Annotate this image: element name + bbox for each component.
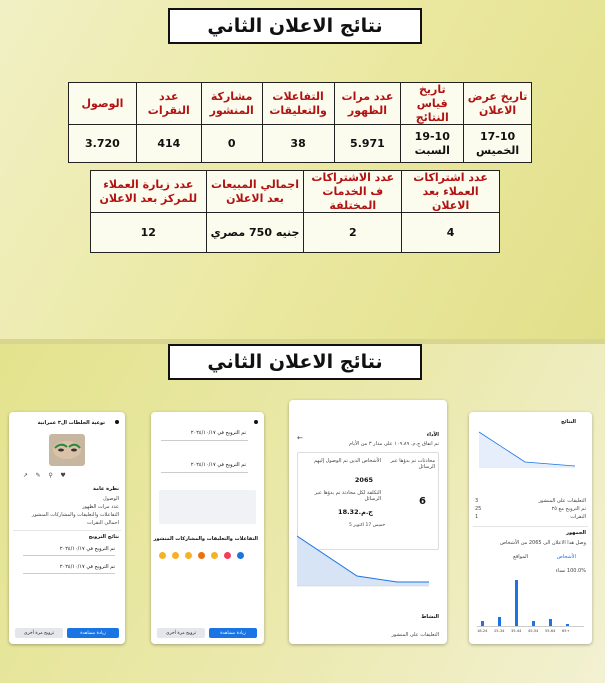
header-ad-date: تاريخ عرض الاعلان bbox=[464, 83, 532, 125]
slide-title-2: نتائج الاعلان الثاني bbox=[168, 344, 422, 380]
header-services: عدد الاشتراكات ف الخدمات المختلفة bbox=[304, 171, 402, 213]
interactions-heading: التفاعلات والتعليقات والمشاركات المنشور bbox=[153, 536, 258, 542]
like-reaction-icon bbox=[237, 552, 244, 559]
age-tick-label: 65+ bbox=[562, 629, 570, 633]
separator bbox=[473, 526, 588, 527]
info-box bbox=[159, 490, 256, 524]
value-shares: 0 bbox=[201, 125, 262, 163]
age-tick-label: 55-64 bbox=[545, 629, 556, 633]
value-messages: 6 bbox=[419, 496, 426, 507]
results-table-2 bbox=[90, 170, 500, 253]
row-impressions: عدد مرات الظهور bbox=[82, 504, 119, 510]
stat-clicks-value: 1 bbox=[475, 514, 479, 520]
age-bar bbox=[515, 580, 518, 626]
age-bar bbox=[481, 621, 484, 626]
row-interactions: التفاعلات والتعليقات والمشاركات المنشور bbox=[31, 512, 119, 518]
overview-heading: نظرة عامة bbox=[93, 486, 119, 492]
face-image-icon bbox=[49, 434, 85, 466]
stat-comments: التعليقات على المنشور bbox=[538, 498, 586, 504]
promo-detail-2 bbox=[23, 573, 115, 574]
results-heading: نتائج الترويج bbox=[88, 534, 119, 540]
care-reaction-icon bbox=[211, 552, 218, 559]
results-table-1 bbox=[68, 82, 532, 163]
page-name: توعية الجلطات ال٣ عمرانية bbox=[37, 420, 105, 426]
age-bar bbox=[566, 624, 569, 626]
header-reach: الوصول bbox=[69, 83, 137, 125]
stat-promoted-value: 25 bbox=[475, 506, 482, 512]
post-thumbnail bbox=[49, 434, 85, 466]
promote-again-button[interactable]: ترويج مرة أخرى bbox=[157, 628, 205, 638]
slide-title: نتائج الاعلان الثاني bbox=[168, 8, 422, 44]
screenshot-performance bbox=[289, 400, 447, 644]
performance-chart bbox=[297, 532, 437, 590]
age-tick-label: 45-54 bbox=[528, 629, 539, 633]
value-measure-date: 19-10 السبت bbox=[401, 125, 464, 163]
angry-reaction-icon bbox=[198, 552, 205, 559]
promo-item-1[interactable]: تم الترويج في ٢٠٢٤/١٠/١٧ bbox=[190, 430, 246, 436]
header-visits: عدد زيارة العملاء للمركز بعد الاعلان bbox=[91, 171, 207, 213]
screenshot-promotion-overview bbox=[9, 412, 125, 644]
results-heading: النتائج bbox=[560, 419, 576, 425]
tab-locations[interactable]: المواقع bbox=[513, 554, 528, 560]
results-mini-chart bbox=[475, 428, 585, 468]
header-sales: اجمالي المبيعات بعد الاعلان bbox=[206, 171, 304, 213]
value-people: 2065 bbox=[354, 476, 373, 484]
chart-label: خميس 17 اكتوبر 5 bbox=[349, 523, 386, 528]
label-people: الأشخاص الذين تم الوصول إليهم bbox=[313, 458, 381, 464]
back-arrow-icon[interactable]: ← bbox=[297, 434, 303, 442]
haha-reaction-icon bbox=[159, 552, 166, 559]
label-messages: محادثات تم بدؤها عبر الرسائل bbox=[390, 458, 435, 470]
header-interactions: التفاعلات والتعليقات bbox=[262, 83, 334, 125]
stat-icons: ♥ ⚲ ✎ ↗ bbox=[23, 472, 66, 479]
promo-item-2[interactable]: تم الترويج في ٢٠٢٤/١٠/١٧ bbox=[190, 462, 246, 468]
promo-item-2[interactable]: تم الترويج في ٢٠٢٤/١٠/١٧ bbox=[59, 564, 115, 570]
promo-detail-2 bbox=[161, 472, 248, 473]
screenshot-promotion-list bbox=[151, 412, 264, 644]
slide-1 bbox=[0, 0, 605, 339]
header-clicks: عدد النقرات bbox=[136, 83, 201, 125]
header-measure-date: تاريخ قياس النتائج bbox=[401, 83, 464, 125]
promote-again-button[interactable]: ترويج مرة أخرى bbox=[15, 628, 63, 638]
reach-line: وصل هذا الاعلان الى 2065 من الأشخاص bbox=[499, 540, 586, 546]
value-cost: ج.م.18.32 bbox=[338, 508, 373, 516]
age-tick-label: 18-24 bbox=[477, 629, 488, 633]
header-impressions: عدد مرات الظهور bbox=[334, 83, 401, 125]
value-impressions: 5.971 bbox=[334, 125, 401, 163]
chart-area bbox=[297, 536, 429, 586]
stat-promoted: تم الترويج مع ٢٥ bbox=[551, 506, 586, 512]
header-shares: مشاركة المنشور bbox=[201, 83, 262, 125]
row-clicks: اجمالي النقرات bbox=[87, 520, 119, 526]
value-reach: 3.720 bbox=[69, 125, 137, 163]
age-tick-label: 25-34 bbox=[494, 629, 505, 633]
tab-people[interactable]: الأشخاص bbox=[556, 554, 576, 560]
avatar bbox=[115, 420, 119, 424]
age-tick-label: 35-44 bbox=[511, 629, 522, 633]
stat-clicks: النقرات bbox=[570, 514, 586, 520]
value-interactions: 38 bbox=[262, 125, 334, 163]
promo-detail-1 bbox=[161, 440, 248, 441]
comments-label: التعليقات على المنشور bbox=[391, 632, 439, 638]
value-clicks: 414 bbox=[136, 125, 201, 163]
performance-heading: الأداء bbox=[426, 432, 439, 438]
gender-legend: 100.0% نساء bbox=[555, 568, 586, 574]
row-reach: الوصول bbox=[103, 496, 119, 502]
promo-item-1[interactable]: تم الترويج في ٢٠٢٤/١٠/١٧ bbox=[59, 546, 115, 552]
screenshot-audience bbox=[469, 412, 592, 644]
sad-reaction-icon bbox=[185, 552, 192, 559]
separator bbox=[13, 530, 121, 531]
slide-2 bbox=[0, 344, 605, 683]
chart-axis bbox=[477, 626, 584, 627]
spend-text: تم انفاق ج.م. ١٠٩.٨٩ على مدار ٣ من الأيام bbox=[348, 441, 439, 447]
avatar bbox=[254, 420, 258, 424]
age-bar bbox=[498, 617, 501, 626]
wow-reaction-icon bbox=[172, 552, 179, 559]
promo-detail-1 bbox=[23, 555, 115, 556]
love-reaction-icon bbox=[224, 552, 231, 559]
header-subscriptions: عدد اشتراكات العملاء بعد الاعلان bbox=[402, 171, 500, 213]
value-services: 2 bbox=[304, 213, 402, 253]
label-cost: التكلفة لكل محادثة تم بدؤها عبر الرسائل bbox=[314, 490, 381, 502]
value-ad-date: 17-10 الخميس bbox=[464, 125, 532, 163]
boost-button[interactable]: زيادة مشاهدة bbox=[67, 628, 119, 638]
boost-button[interactable]: زيادة مشاهدة bbox=[209, 628, 257, 638]
value-subscriptions: 4 bbox=[402, 213, 500, 253]
value-visits: 12 bbox=[91, 213, 207, 253]
activity-heading: النشاط bbox=[421, 614, 439, 620]
age-bar bbox=[549, 619, 552, 626]
age-bar bbox=[532, 621, 535, 626]
audience-heading: الجمهور bbox=[566, 530, 586, 536]
value-sales: جنيه 750 مصري bbox=[206, 213, 304, 253]
stat-comments-value: 3 bbox=[475, 498, 479, 504]
